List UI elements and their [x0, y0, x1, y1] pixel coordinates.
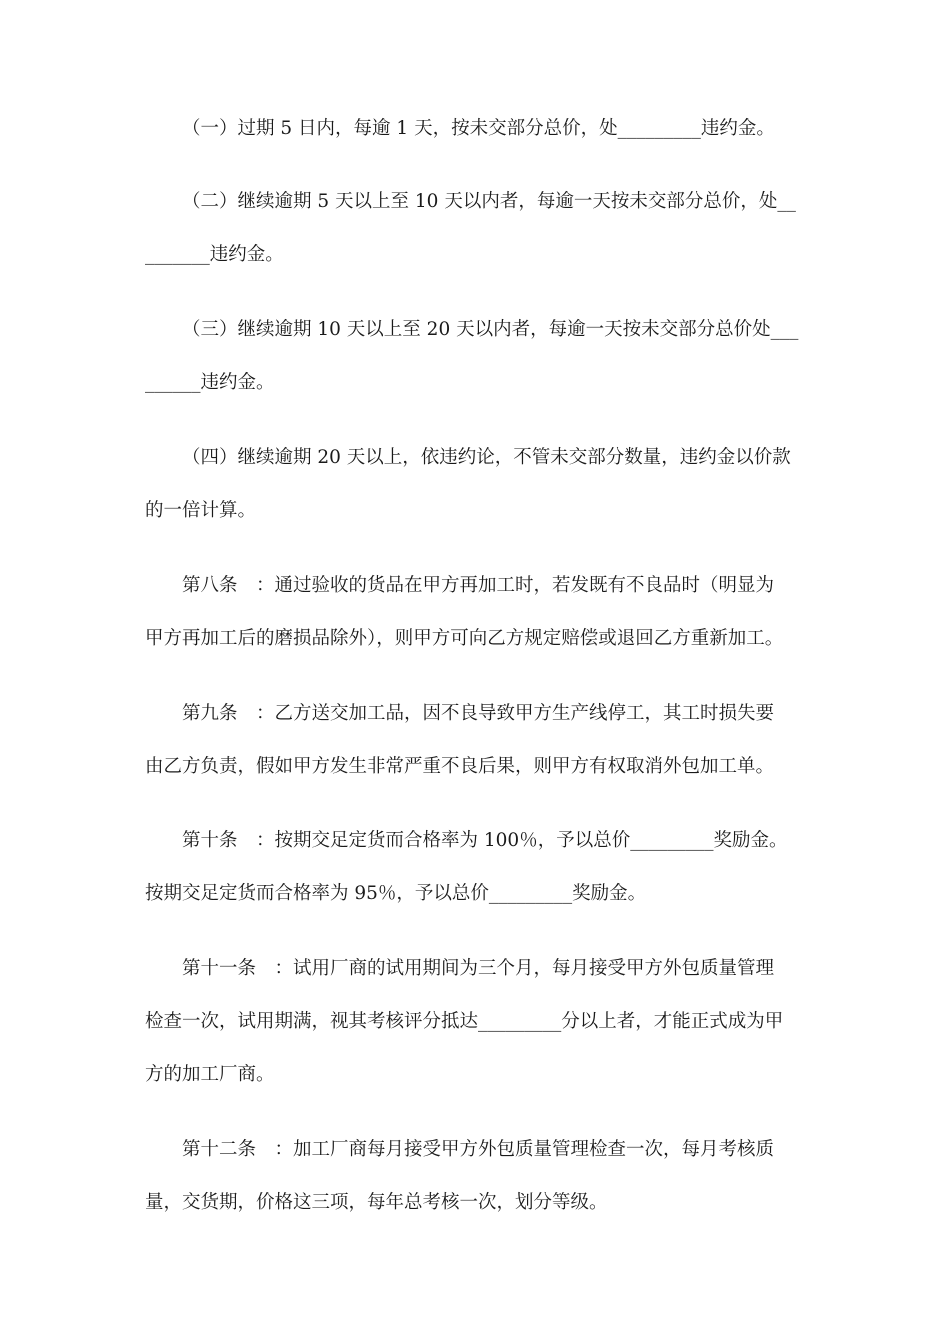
clause-11-line-2: 检查一次，试用期满，视其考核评分抵达_________分以上者，才能正式成为甲: [145, 1011, 784, 1032]
clause-10-line-1: 第十条 ：按期交足定货而合格率为 100％，予以总价_________奖励金。: [182, 830, 788, 851]
clause-12-line-1: 第十二条 ：加工厂商每月接受甲方外包质量管理检查一次，每月考核质: [182, 1139, 775, 1160]
clause-11-line-3: 方的加工厂商。: [145, 1064, 275, 1085]
clause-8-line-2: 甲方再加工后的磨损品除外），则甲方可向乙方规定赔偿或退回乙方重新加工。: [145, 628, 784, 649]
clause-9-line-1: 第九条 ：乙方送交加工品，因不良导致甲方生产线停工，其工时损失要: [182, 703, 775, 724]
clause-7-item-3-line-1: （三）继续逾期 10 天以上至 20 天以内者，每逾一天按未交部分总价处___: [182, 319, 799, 340]
clause-10-line-2: 按期交足定货而合格率为 95％，予以总价_________奖励金。: [145, 883, 647, 904]
clause-9-line-2: 由乙方负责，假如甲方发生非常严重不良后果，则甲方有权取消外包加工单。: [145, 756, 775, 777]
clause-7-item-3-line-2: ______违约金。: [145, 372, 275, 393]
clause-8-line-1: 第八条 ：通过验收的货品在甲方再加工时，若发既有不良品时（明显为: [182, 575, 775, 596]
clause-7-item-2-line-2: _______违约金。: [145, 244, 284, 265]
clause-7-item-4-line-2: 的一倍计算。: [145, 500, 257, 521]
clause-11-line-1: 第十一条 ：试用厂商的试用期间为三个月，每月接受甲方外包质量管理: [182, 958, 775, 979]
clause-12-line-2: 量，交货期，价格这三项，每年总考核一次，划分等级。: [145, 1192, 608, 1213]
clause-7-item-4-line-1: （四）继续逾期 20 天以上，依违约论，不管未交部分数量，违约金以价款: [182, 447, 791, 468]
clause-7-item-2-line-1: （二）继续逾期 5 天以上至 10 天以内者，每逾一天按未交部分总价，处__: [182, 191, 796, 212]
clause-7-item-1: （一）过期 5 日内，每逾 1 天，按未交部分总价，处_________违约金。: [182, 118, 775, 139]
